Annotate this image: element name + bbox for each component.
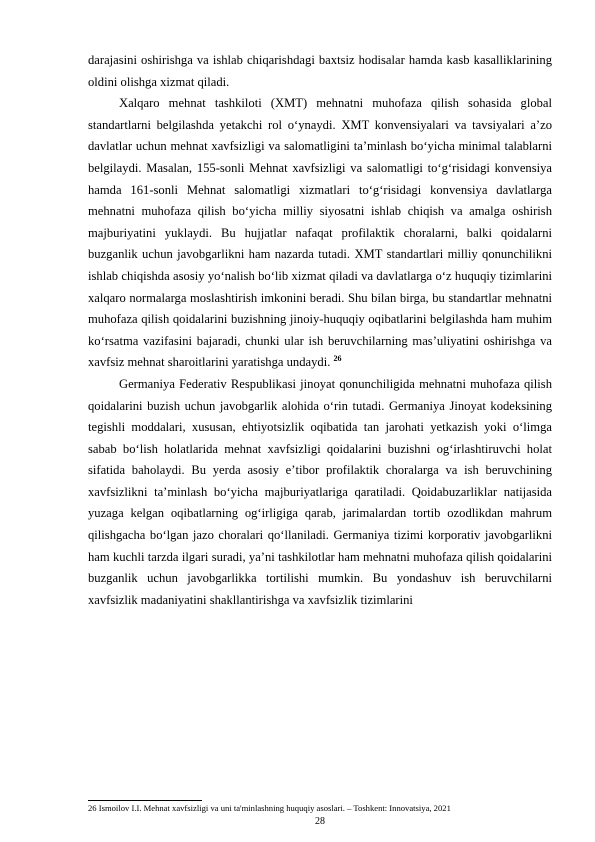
page-number: 28 — [315, 816, 325, 827]
paragraph-continuation: darajasini oshirishga va ishlab chiqarishdagi baxtsiz hodisalar hamda kasb kasalliklarining oldini olishga xizmat qiladi. — [88, 53, 552, 89]
body-text — [88, 50, 552, 611]
paragraph-ilo-standards — [88, 93, 552, 374]
paragraph-germany: Germaniya Federativ Respublikasi jinoyat qonunchiligida mehnatni muhofaza qilish qoidalarini buzish uchun javobgarlik alohida oʻrin tutadi. Germaniya Jinoyat kodeksining tegishli moddalari, xususan, ehtiyotsizlik oqibatida tan jarohati yetkazish yoki oʻlimga sabab boʻlish holatlarida mehnat xavfsizligi qoidalarini buzishni ogʻirlashtiruvchi holat sifatida baholaydi. Bu yerda asosiy eʼtibor profilaktik choralarga va ish beruvchining xavfsizlikni taʼminlash boʻyicha majburiyatlariga qaratiladi. Qoidabuzarliklar natijasida yuzaga kelgan oqibatlarning ogʻirligiga qarab, jarimalardan tortib ozodlikdan mahrum qilishgacha boʻlgan jazo choralari qoʻllaniladi. Germaniya tizimi korporativ javobgarlikni ham kuchli tarzda ilgari suradi, yaʼni tashkilotlar ham mehnatni muhofaza qilish qoidalarini buzganlik uchun javobgarlikka tortilishi mumkin. Bu yondashuv ish beruvchilarni xavfsizlik madaniyatini shakllantirishga va xavfsizlik tizimlarini — [88, 376, 552, 607]
footnote-separator — [88, 800, 202, 801]
footnote: 26 Ismoilov I.I. Mehnat xavfsizligi va uni ta'minlashning huquqiy asoslari. – Toshkent: Innovatsiya, 2021 — [88, 803, 451, 813]
footnote-reference[interactable]: 26 — [333, 354, 342, 364]
paragraph-ilo-text: Xalqaro mehnat tashkiloti (XMT) mehnatni muhofaza qilish sohasida global standartlarni belgilashda yetakchi rol oʻynaydi. XMT konvensiyalari va tavsiyalari aʼzo davlatlar uchun mehnat xavfsizligi va salomatligini taʼminlash boʻyicha minimal talablarni belgilaydi. Masalan, 155-sonli Mehnat xavfsizligi va salomatligi toʻgʻrisidagi konvensiya hamda 161-sonli Mehnat salomatligi xizmatlari toʻgʻrisidagi konvensiya davlatlarga mehnatni muhofaza qilish boʻyicha milliy siyosatni ishlab chiqish va amalga oshirish majburiyatini yuklaydi. Bu hujjatlar nafaqat profilaktik choralarni, balki qoidalarni buzganlik uchun javobgarlikni ham nazarda tutadi. XMT standartlari milliy qonunchilikni ishlab chiqishda asosiy yoʻnalish boʻlib xizmat qiladi va davlatlarga oʻz huquqiy tizimlarini xalqaro normalarga moslashtirish imkonini beradi. Shu bilan birga, bu standartlar mehnatni muhofaza qilish qoidalarini buzishning jinoiy-huquqiy oqibatlarini belgilashda ham muhim koʻrsatma vazifasini bajaradi, chunki ular ish beruvchilarning mas’uliyatini oshirishga va xavfsiz mehnat sharoitlarini yaratishga undaydi. — [88, 96, 552, 370]
